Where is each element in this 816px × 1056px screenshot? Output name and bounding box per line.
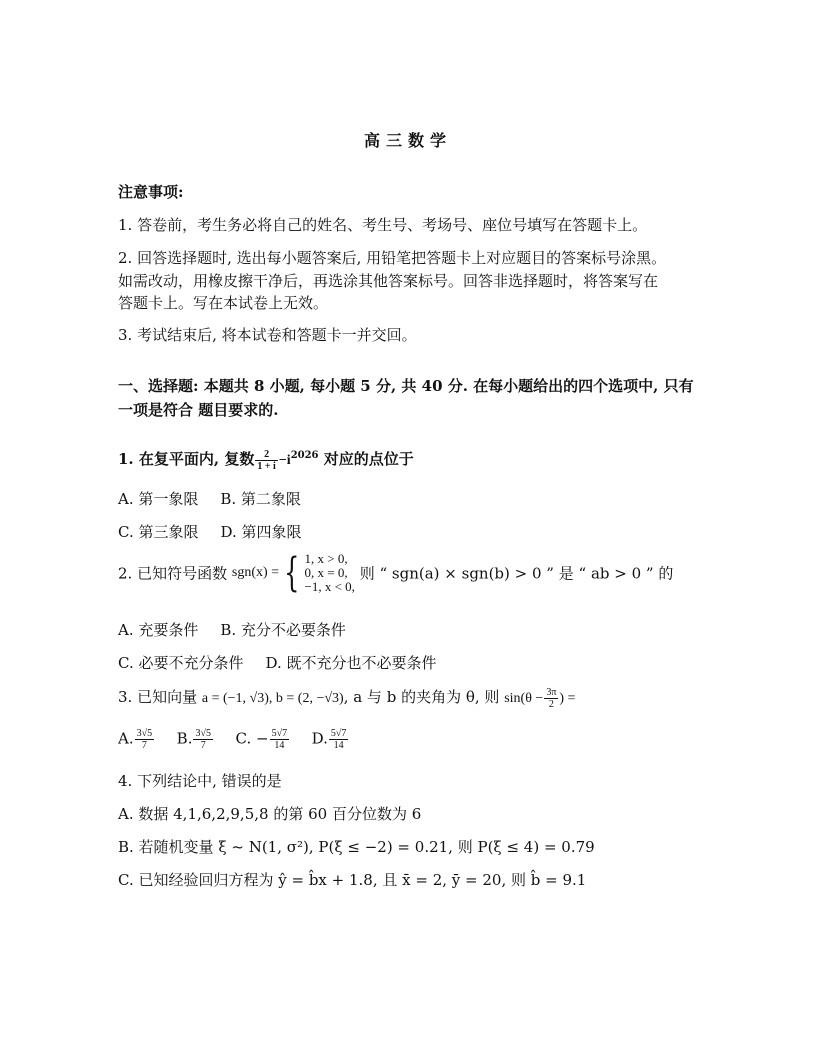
- q3-option-a-num: 3√5: [136, 728, 153, 739]
- page-title: 高三数学: [363, 131, 452, 150]
- q3-option-c-num: 5√7: [271, 728, 288, 739]
- q3-fraction: [544, 687, 558, 710]
- q2-case-3: −1, x < 0,: [304, 579, 355, 594]
- q3-option-a-frac: [135, 728, 155, 751]
- q3-vectors: a = (−1, √3), b = (2, −√3): [201, 691, 344, 706]
- q1-fraction: [255, 449, 277, 472]
- q2-option-a: A. 充要条件: [118, 621, 199, 639]
- q3-option-a-den: 7: [141, 740, 147, 751]
- q2-brace: {: [284, 550, 300, 596]
- section-heading-line2: 一项是符合 题目要求的.: [118, 401, 279, 419]
- q3-expr-end: ) =: [559, 691, 576, 706]
- q3-frac-num: 3π: [546, 686, 557, 698]
- q4-option-a: A. 数据 4,1,6,2,9,5,8 的第 60 百分位数为 6: [118, 805, 422, 823]
- q3-option-d-num: 5√7: [330, 728, 347, 739]
- notice-item-2-cont2: 答题卡上。写在本试卷上无效。: [118, 294, 329, 312]
- notice-item-2: 2. 回答选择题时, 选出每小题答案后, 用铅笔把答题卡上对应题目的答案标号涂黑。: [118, 249, 667, 267]
- q3-mid: , a 与 b 的夹角为 θ, 则: [343, 688, 500, 706]
- notice-item-1: 1. 答卷前，考生务必将自己的姓名、考生号、考场号、座位号填写在答题卡上。: [118, 216, 648, 234]
- q1-option-b: B. 第二象限: [220, 490, 301, 508]
- q3-option-b: B.: [176, 729, 193, 748]
- q3-option-d-frac: [329, 728, 349, 751]
- q2-option-d: D. 既不充分也不必要条件: [265, 654, 437, 672]
- q1-exponent: 2026: [290, 450, 319, 461]
- q3-option-c: C. −: [235, 729, 269, 748]
- q3-expr: sin(θ −: [504, 691, 544, 706]
- q2-options-row1: [118, 619, 346, 640]
- q1-frac-num: 2: [255, 449, 277, 461]
- question-4-stem: 4. 下列结论中, 错误的是: [118, 772, 282, 790]
- section-heading-line1: 一、选择题: 本题共 8 小题, 每小题 5 分, 共 40 分. 在每小题给出的四个选项中, 只有: [118, 377, 694, 395]
- notice-item-3: 3. 考试结束后, 将本试卷和答题卡一并交回。: [118, 326, 417, 344]
- q1-option-c: C. 第三象限: [118, 523, 199, 541]
- q4-option-c: C. 已知经验回归方程为 ŷ = b̂x + 1.8, 且 x̄ = 2, ȳ = 20, 则 b̂ = 9.1: [118, 871, 587, 889]
- q1-frac-den: 1 + i: [257, 460, 276, 472]
- q3-option-c-frac: [270, 728, 290, 751]
- notice-item-2-cont: 如需改动，用橡皮擦干净后，再选涂其他答案标号。回答非选择题时，将答案写在: [118, 272, 659, 290]
- q3-prefix: 3. 已知向量: [118, 688, 198, 706]
- q1-options-row1: [118, 488, 301, 509]
- q2-func: sgn(x) =: [231, 565, 280, 580]
- q3-option-b-den: 7: [200, 740, 206, 751]
- q3-frac-den: 2: [548, 698, 554, 710]
- q2-option-b: B. 充分不必要条件: [220, 621, 346, 639]
- q3-option-c-den: 14: [274, 740, 285, 751]
- q1-option-a: A. 第一象限: [118, 490, 199, 508]
- q3-option-b-num: 3√5: [195, 728, 211, 739]
- question-2-stem: [118, 552, 673, 594]
- question-1-stem: [118, 448, 414, 472]
- q1-options-row2: [118, 521, 302, 542]
- q3-option-d-den: 14: [333, 740, 344, 751]
- q1-minus-i: −i: [278, 453, 291, 468]
- q2-case-1: 1, x > 0,: [304, 551, 348, 566]
- q1-suffix: 对应的点位于: [323, 450, 414, 468]
- q2-option-c: C. 必要不充分条件: [118, 654, 244, 672]
- q1-option-d: D. 第四象限: [220, 523, 302, 541]
- q2-options-row2: [118, 652, 437, 673]
- q1-prefix: 1. 在复平面内, 复数: [118, 450, 255, 468]
- question-3-stem: [118, 686, 575, 710]
- q2-case-2: 0, x = 0,: [304, 565, 348, 580]
- q3-option-a: A.: [118, 729, 134, 748]
- notice-heading: 注意事项:: [118, 183, 184, 201]
- q3-option-b-frac: [193, 728, 213, 751]
- q2-prefix: 2. 已知符号函数: [118, 564, 228, 583]
- q4-option-b: B. 若随机变量 ξ ~ N(1, σ²), P(ξ ≤ −2) = 0.21, 则 P(ξ ≤ 4) = 0.79: [118, 838, 595, 856]
- q3-option-d: D.: [311, 729, 328, 748]
- q2-piecewise: [305, 552, 355, 594]
- q2-suffix: 则 “ sgn(a) × sgn(b) > 0 ” 是 “ ab > 0 ” 的: [359, 564, 674, 583]
- q3-options: [118, 728, 349, 751]
